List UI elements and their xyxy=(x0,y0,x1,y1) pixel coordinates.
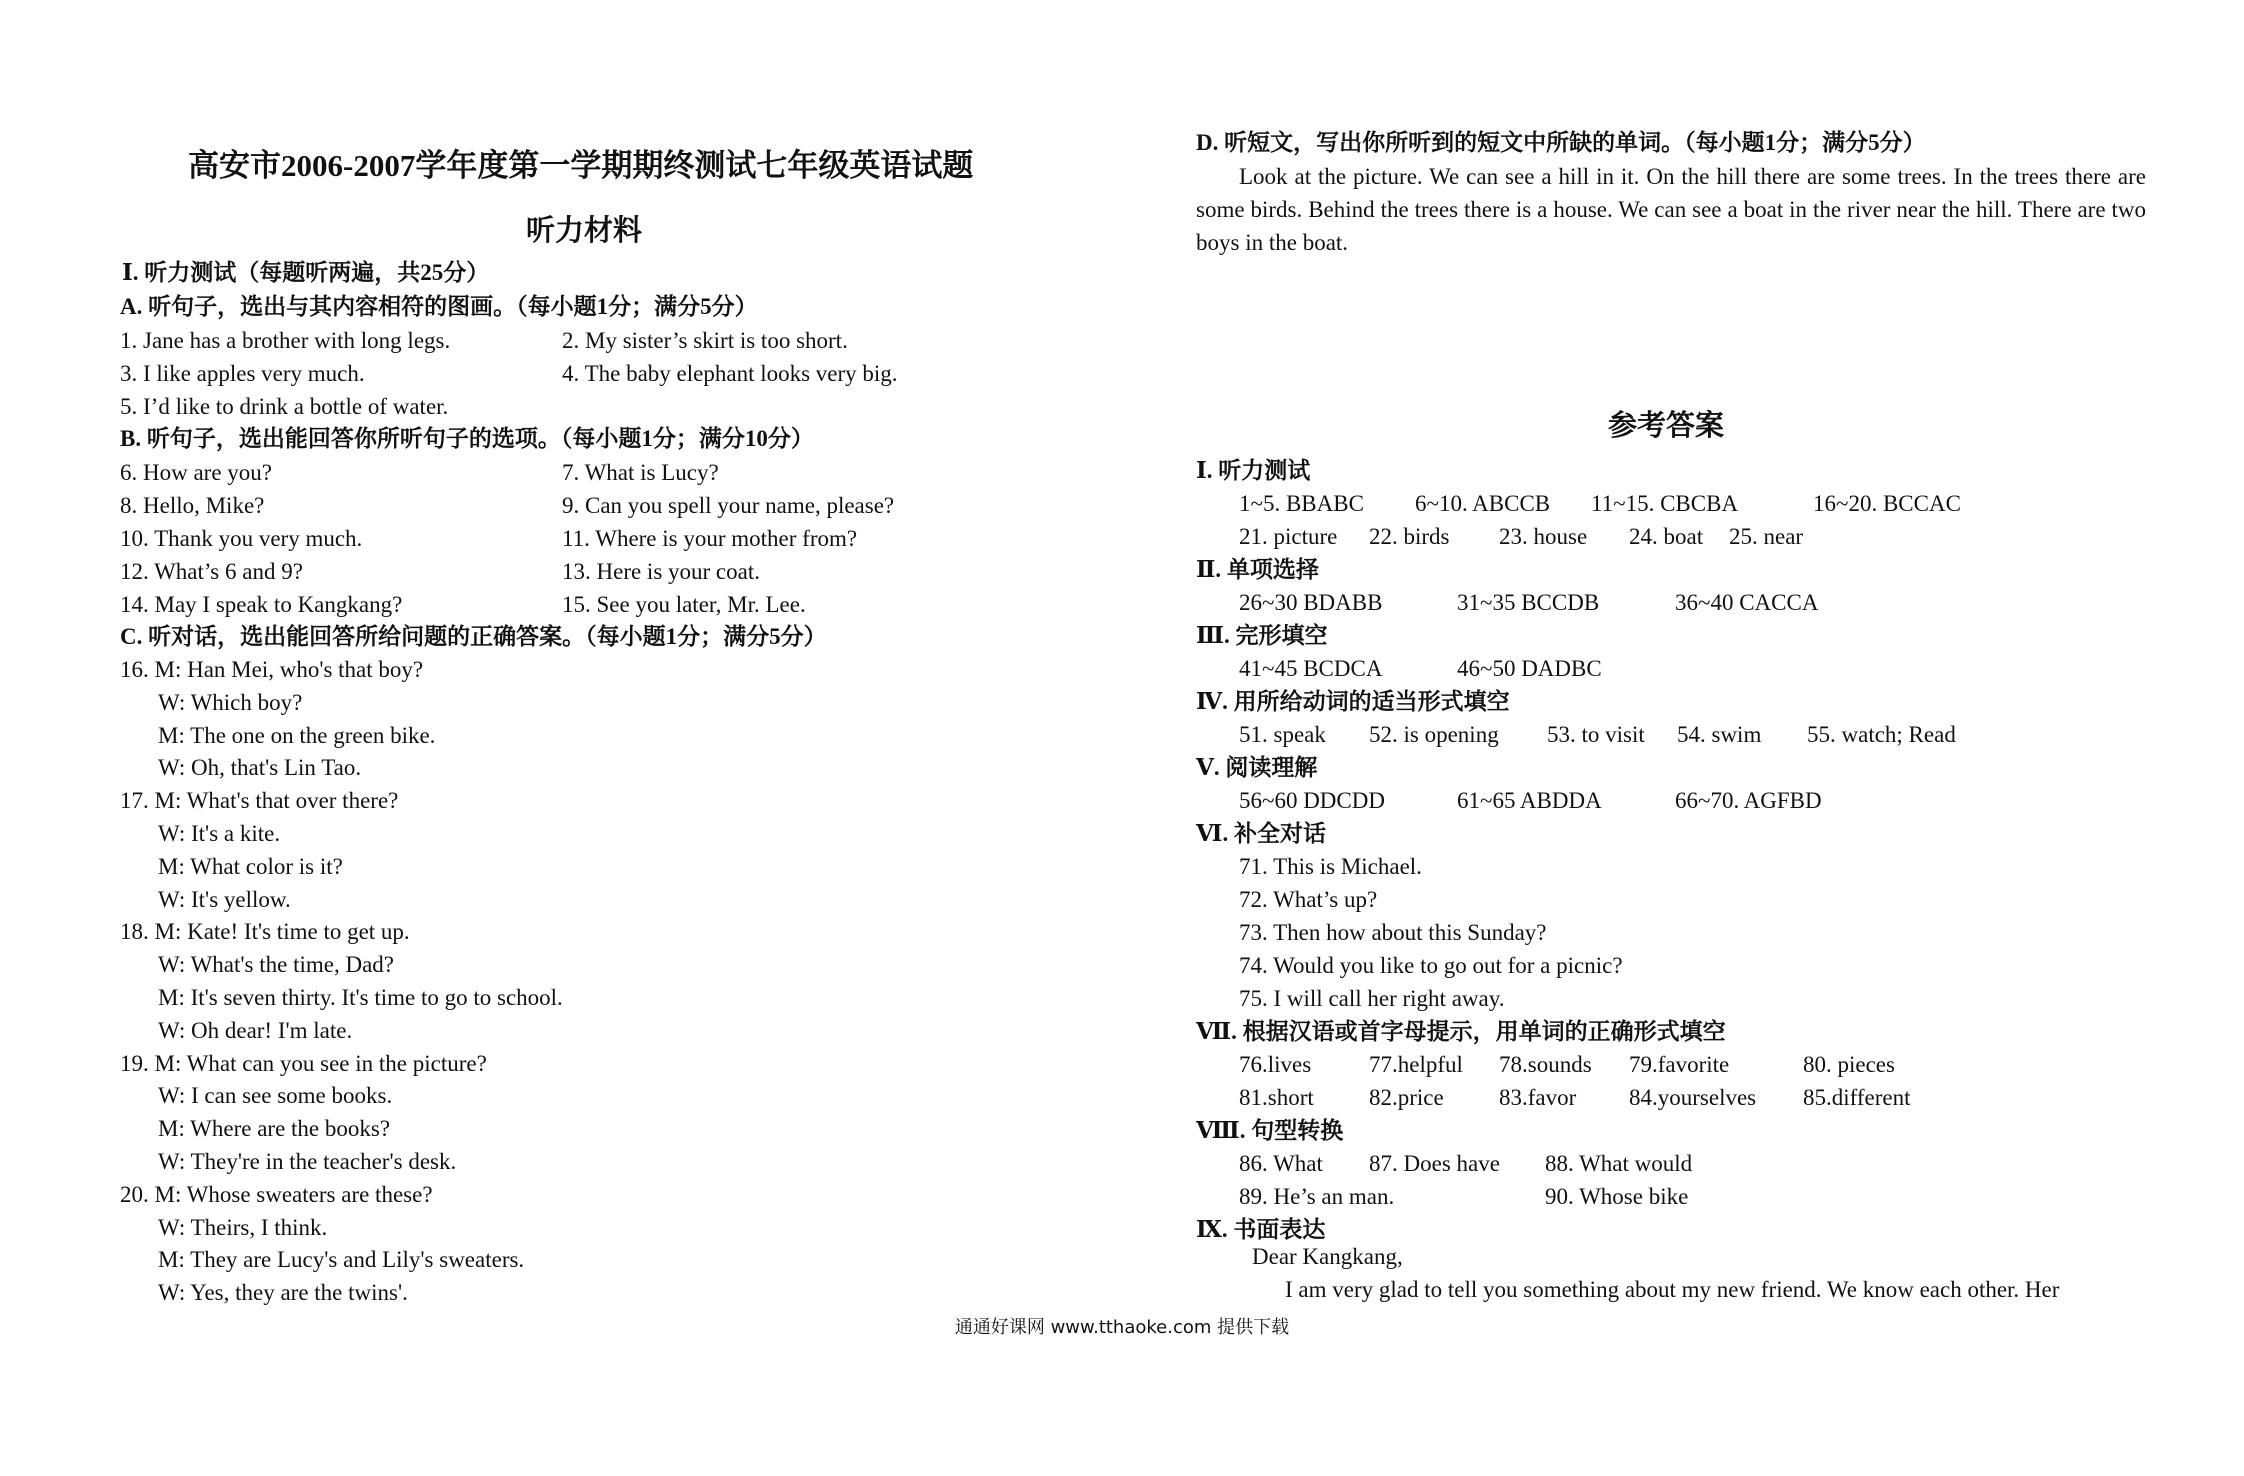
answer-item: 25. near xyxy=(1729,524,1804,549)
question-row xyxy=(120,555,894,588)
answer-item: 83.favor xyxy=(1499,1085,1577,1110)
answer-row xyxy=(1196,883,2146,916)
question-item: 6. How are you? xyxy=(120,460,273,485)
dialog-line: M: The one on the green bike. xyxy=(158,722,436,748)
answer-item: 79.favorite xyxy=(1629,1052,1730,1077)
answer-item: 88. What would xyxy=(1545,1151,1693,1176)
answer-row xyxy=(1196,652,2146,685)
answer-item: 55. watch; Read xyxy=(1807,722,1956,747)
question-item: 11. Where is your mother from? xyxy=(562,526,858,551)
answer-row xyxy=(1196,1048,2146,1081)
answer-item: 54. swim xyxy=(1677,722,1762,747)
dialog-line: W: I can see some books. xyxy=(158,1083,393,1109)
question-item: 2. My sister’s skirt is too short. xyxy=(562,328,848,353)
answer-section-heading: Ⅱ. 单项选择 xyxy=(1196,557,1319,582)
question-item: 13. Here is your coat. xyxy=(562,559,760,584)
answer-item: 81.short xyxy=(1239,1085,1314,1110)
answer-item: 89. He’s an man. xyxy=(1239,1184,1395,1209)
answer-row xyxy=(1196,586,2146,619)
answer-item: 80. pieces xyxy=(1803,1052,1895,1077)
dialog-line: W: Yes, they are the twins'. xyxy=(158,1280,408,1306)
dialog-line: W: They're in the teacher's desk. xyxy=(158,1148,457,1174)
answer-row xyxy=(1196,520,2146,553)
question-item: 3. I like apples very much. xyxy=(120,361,365,386)
answer-row xyxy=(1196,982,2146,1015)
answer-item: 36~40 CACCA xyxy=(1675,590,1819,615)
question-item: 8. Hello, Mike? xyxy=(120,493,265,518)
letter-first-line: I am very glad to tell you something about my new friend. We know each other. Her xyxy=(1285,1277,2060,1302)
question-row xyxy=(120,456,894,489)
letter-greeting: Dear Kangkang, xyxy=(1252,1244,1403,1269)
answer-item: 61~65 ABDDA xyxy=(1457,788,1602,813)
dialog-line: 17. M: What's that over there? xyxy=(120,788,399,814)
section-c-heading: C. 听对话，选出能回答所给问题的正确答案。（每小题1分；满分5分） xyxy=(120,624,827,649)
answer-item: 41~45 BCDCA xyxy=(1239,656,1383,681)
answer-item: 87. Does have xyxy=(1369,1151,1500,1176)
section-b-heading: B. 听句子，选出能回答你所听句子的选项。（每小题1分；满分10分） xyxy=(120,426,814,451)
answer-item: 72. What’s up? xyxy=(1239,887,1378,912)
answer-item: 26~30 BDABB xyxy=(1239,590,1383,615)
section-a-heading: A. 听句子，选出与其内容相符的图画。（每小题1分；满分5分） xyxy=(120,294,758,319)
answer-item: 90. Whose bike xyxy=(1545,1184,1689,1209)
listening-material-title: 听力材料 xyxy=(526,215,643,247)
question-row xyxy=(120,324,898,357)
answer-item: 1~5. BBABC xyxy=(1239,491,1364,516)
answer-section-heading: Ⅰ. 听力测试 xyxy=(1196,458,1311,483)
answer-item: 74. Would you like to go out for a picnic? xyxy=(1239,953,1623,978)
dialog-line: W: Oh dear! I'm late. xyxy=(158,1017,353,1043)
answer-item: 82.price xyxy=(1369,1085,1444,1110)
question-item: 12. What’s 6 and 9? xyxy=(120,559,303,584)
answer-item: 78.sounds xyxy=(1499,1052,1592,1077)
dialog-line: W: What's the time, Dad? xyxy=(158,952,394,978)
answer-key xyxy=(1196,454,2146,1246)
footer-credit: 通通好课网 www.tthaoke.com 提供下载 xyxy=(954,1317,1290,1338)
part1-heading: Ⅰ. 听力测试（每题听两遍，共25分） xyxy=(122,260,490,285)
dialog-line: 19. M: What can you see in the picture? xyxy=(120,1050,487,1076)
answer-item: 73. Then how about this Sunday? xyxy=(1239,920,1547,945)
dialog-line: M: Where are the books? xyxy=(158,1116,391,1142)
dialog-line: W: Oh, that's Lin Tao. xyxy=(158,755,362,781)
dialog-line: M: What color is it? xyxy=(158,853,343,879)
answer-item: 85.different xyxy=(1803,1085,1911,1110)
section-b-items xyxy=(120,456,894,621)
answer-row xyxy=(1196,784,2146,817)
answer-item: 21. picture xyxy=(1239,524,1338,549)
answer-row xyxy=(1196,949,2146,982)
section-d-heading: D. 听短文，写出你所听到的短文中所缺的单词。（每小题1分；满分5分） xyxy=(1196,130,1926,155)
answer-section-heading: Ⅴ. 阅读理解 xyxy=(1196,755,1318,780)
question-item: 7. What is Lucy? xyxy=(562,460,719,485)
question-row xyxy=(120,357,898,390)
answer-item: 6~10. ABCCB xyxy=(1415,491,1551,516)
dialog-line: M: They are Lucy's and Lily's sweaters. xyxy=(158,1247,525,1273)
dialog-line: 18. M: Kate! It's time to get up. xyxy=(120,919,410,945)
answer-item: 75. I will call her right away. xyxy=(1239,986,1505,1011)
answer-item: 53. to visit xyxy=(1547,722,1645,747)
question-row xyxy=(120,390,898,423)
dialog-line: 20. M: Whose sweaters are these? xyxy=(120,1181,433,1207)
answer-item: 23. house xyxy=(1499,524,1588,549)
answer-row xyxy=(1196,916,2146,949)
section-a-items xyxy=(120,324,898,423)
answer-section-heading: Ⅶ. 根据汉语或首字母提示，用单词的正确形式填空 xyxy=(1196,1019,1726,1044)
question-row xyxy=(120,522,894,555)
answer-item: 52. is opening xyxy=(1369,722,1499,747)
answer-section-heading: Ⅳ. 用所给动词的适当形式填空 xyxy=(1196,689,1510,714)
answer-row xyxy=(1196,1180,2146,1213)
answer-section-heading: Ⅸ. 书面表达 xyxy=(1196,1217,1326,1242)
answer-item: 77.helpful xyxy=(1369,1052,1463,1077)
answer-item: 11~15. CBCBA xyxy=(1591,491,1739,516)
answer-row xyxy=(1196,1147,2146,1180)
answer-section-heading: Ⅵ. 补全对话 xyxy=(1196,821,1326,846)
question-item: 9. Can you spell your name, please? xyxy=(562,493,895,518)
question-item: 4. The baby elephant looks very big. xyxy=(562,361,898,386)
answer-section-heading: Ⅷ. 句型转换 xyxy=(1196,1118,1344,1143)
answer-item: 56~60 DDCDD xyxy=(1239,788,1385,813)
dialog-line: W: It's a kite. xyxy=(158,820,281,846)
answer-item: 51. speak xyxy=(1239,722,1326,747)
answer-row xyxy=(1196,718,2146,751)
section-c-dialogs xyxy=(120,654,563,1310)
answer-item: 46~50 DADBC xyxy=(1457,656,1602,681)
answer-item: 86. What xyxy=(1239,1151,1323,1176)
answer-item: 22. birds xyxy=(1369,524,1450,549)
answer-section-heading: Ⅲ. 完形填空 xyxy=(1196,623,1328,648)
answer-row xyxy=(1196,1081,2146,1114)
answer-item: 71. This is Michael. xyxy=(1239,854,1422,879)
section-d-passage: Look at the picture. We can see a hill in it. On the hill there are some trees. In the trees there are some birds. Behind the trees there is a house. We can see a boat in the river near the hill. There are two boys in the boat. xyxy=(1196,164,2146,255)
dialog-line: W: Which boy? xyxy=(158,689,303,715)
question-item: 1. Jane has a brother with long legs. xyxy=(120,328,451,353)
answer-item: 31~35 BCCDB xyxy=(1457,590,1600,615)
dialog-line: 16. M: Han Mei, who's that boy? xyxy=(120,657,424,682)
exam-title: 高安市2006-2007学年度第一学期期终测试七年级英语试题 xyxy=(188,148,974,183)
answer-item: 76.lives xyxy=(1239,1052,1312,1077)
answers-title: 参考答案 xyxy=(1608,410,1725,442)
question-item: 5. I’d like to drink a bottle of water. xyxy=(120,394,449,419)
dialog-line: M: It's seven thirty. It's time to go to school. xyxy=(158,984,563,1010)
answer-item: 24. boat xyxy=(1629,524,1704,549)
dialog-line: W: Theirs, I think. xyxy=(158,1214,328,1240)
question-item: 14. May I speak to Kangkang? xyxy=(120,592,403,617)
answer-item: 66~70. AGFBD xyxy=(1675,788,1822,813)
question-item: 10. Thank you very much. xyxy=(120,526,363,551)
question-row xyxy=(120,489,894,522)
answer-item: 84.yourselves xyxy=(1629,1085,1757,1110)
answer-row xyxy=(1196,487,2146,520)
dialog-line: W: It's yellow. xyxy=(158,886,291,912)
answer-item: 16~20. BCCAC xyxy=(1813,491,1961,516)
answer-row xyxy=(1196,850,2146,883)
question-row xyxy=(120,588,894,621)
question-item: 15. See you later, Mr. Lee. xyxy=(562,592,806,617)
